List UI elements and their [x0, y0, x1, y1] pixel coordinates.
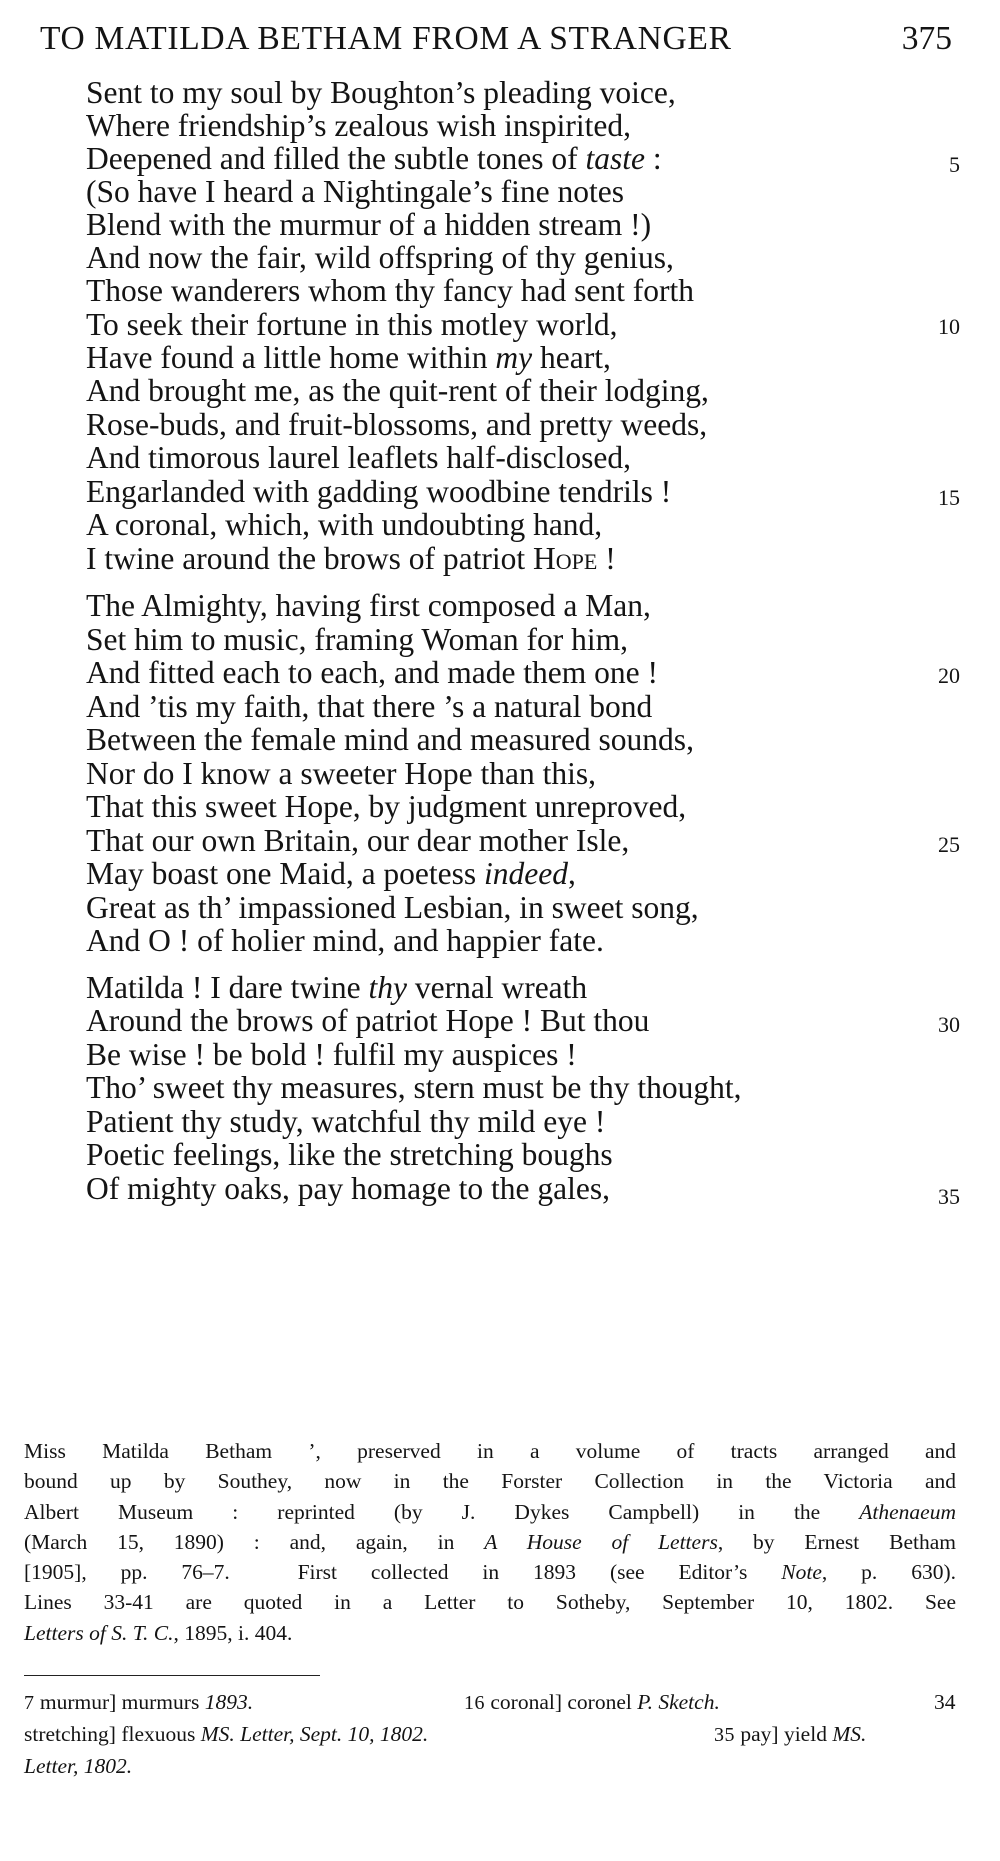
verse-line: And fitted each to each, and made them one !	[86, 655, 659, 690]
page-number: 375	[901, 20, 952, 57]
verse-line: Where friendship’s zealous wish inspirited,	[86, 108, 631, 143]
note-line: Letters of S. T. C., 1895, i. 404.	[24, 1620, 293, 1645]
running-title: TO MATILDA BETHAM FROM A STRANGER	[40, 20, 732, 57]
variant-entry: 16 coronal] coronel P. Sketch.	[464, 1690, 720, 1714]
verse-line: Of mighty oaks, pay homage to the gales,	[86, 1171, 611, 1206]
variant-line	[24, 1686, 956, 1718]
verse-line: Blend with the murmur of a hidden stream !)	[86, 207, 652, 242]
verse-line: Have found a little home within my heart,	[86, 340, 611, 375]
variant-entry: stretching] flexuous MS. Letter, Sept. 10, 1802.	[24, 1722, 429, 1746]
verse-line: And O ! of holier mind, and happier fate.	[86, 923, 604, 958]
line-number: 15	[938, 485, 960, 510]
note-line: Albert Museum : reprinted (by J. Dykes Campbell) in the Athenaeum	[24, 1499, 956, 1524]
verse-line: That this sweet Hope, by judgment unreproved,	[86, 789, 687, 824]
variant-line	[24, 1718, 956, 1750]
verse-line: Be wise ! be bold ! fulfil my auspices !	[86, 1037, 577, 1072]
verse-line: Set him to music, framing Woman for him,	[86, 622, 628, 657]
source-note	[24, 1436, 956, 1648]
line-number: 20	[938, 663, 960, 688]
line-number: 25	[938, 832, 960, 857]
note-line: bound up by Southey, now in the Forster Collection in the Victoria and	[24, 1469, 956, 1494]
verse-line: And ’tis my faith, that there ’s a natural bond	[86, 689, 653, 724]
verse-line: Tho’ sweet thy measures, stern must be thy thought,	[86, 1070, 742, 1105]
verse-line: And now the fair, wild offspring of thy genius,	[86, 240, 674, 275]
variant-entry: Letter, 1802.	[24, 1754, 133, 1778]
line-number: 35	[938, 1184, 960, 1209]
verse-line: May boast one Maid, a poetess indeed,	[86, 856, 576, 891]
verse-line: Sent to my soul by Boughton’s pleading voice,	[86, 75, 676, 110]
variant-entry-number: 34	[934, 1690, 956, 1714]
verse-line: Poetic feelings, like the stretching boughs	[86, 1137, 613, 1172]
verse-line: To seek their fortune in this motley world,	[86, 307, 618, 342]
verse-line: And timorous laurel leaflets half-disclosed,	[86, 440, 631, 475]
line-number: 30	[938, 1012, 960, 1037]
verse-line: And brought me, as the quit-rent of their lodging,	[86, 373, 709, 408]
verse-line: I twine around the brows of patriot Hope !	[86, 541, 616, 576]
variant-entry: 7 murmur] murmurs 1893.	[24, 1690, 254, 1714]
note-line: Miss Matilda Betham ’, preserved in a volume of tracts arranged and	[24, 1439, 956, 1463]
verse-line: Matilda ! I dare twine thy vernal wreath	[86, 970, 588, 1005]
verse-line: Nor do I know a sweeter Hope than this,	[86, 756, 596, 791]
verse-line: Rose-buds, and fruit-blossoms, and pretty weeds,	[86, 407, 708, 442]
variant-entry: 35 pay] yield MS.	[714, 1722, 867, 1746]
verse-line: (So have I heard a Nightingale’s fine notes	[86, 174, 624, 209]
verse-line: Patient thy study, watchful thy mild eye !	[86, 1104, 606, 1139]
variant-readings	[24, 1686, 956, 1782]
verse-line: The Almighty, having first composed a Man,	[86, 588, 651, 623]
footnote-rule	[24, 1675, 320, 1676]
note-line: Lines 33-41 are quoted in a Letter to Sotheby, September 10, 1802. See	[24, 1590, 956, 1615]
running-header	[40, 20, 952, 64]
line-number: 10	[938, 314, 960, 339]
variant-line	[24, 1750, 956, 1782]
verse-line: Deepened and filled the subtle tones of taste :	[86, 141, 662, 176]
verse-line: A coronal, which, with undoubting hand,	[86, 507, 603, 542]
line-number: 5	[949, 152, 960, 177]
verse-line: Great as th’ impassioned Lesbian, in sweet song,	[86, 890, 699, 925]
note-line: (March 15, 1890) : and, again, in A House of Letters, by Ernest Betham	[24, 1529, 956, 1554]
note-line: [1905], pp. 76–7. First collected in 1893 (see Editor’s Note, p. 630).	[24, 1560, 956, 1585]
verse-line: That our own Britain, our dear mother Isle,	[86, 823, 630, 858]
verse-line: Engarlanded with gadding woodbine tendrils !	[86, 474, 672, 509]
verse-line: Those wanderers whom thy fancy had sent forth	[86, 273, 694, 308]
verse-line: Between the female mind and measured sounds,	[86, 722, 694, 757]
verse-line: Around the brows of patriot Hope ! But thou	[86, 1003, 650, 1038]
